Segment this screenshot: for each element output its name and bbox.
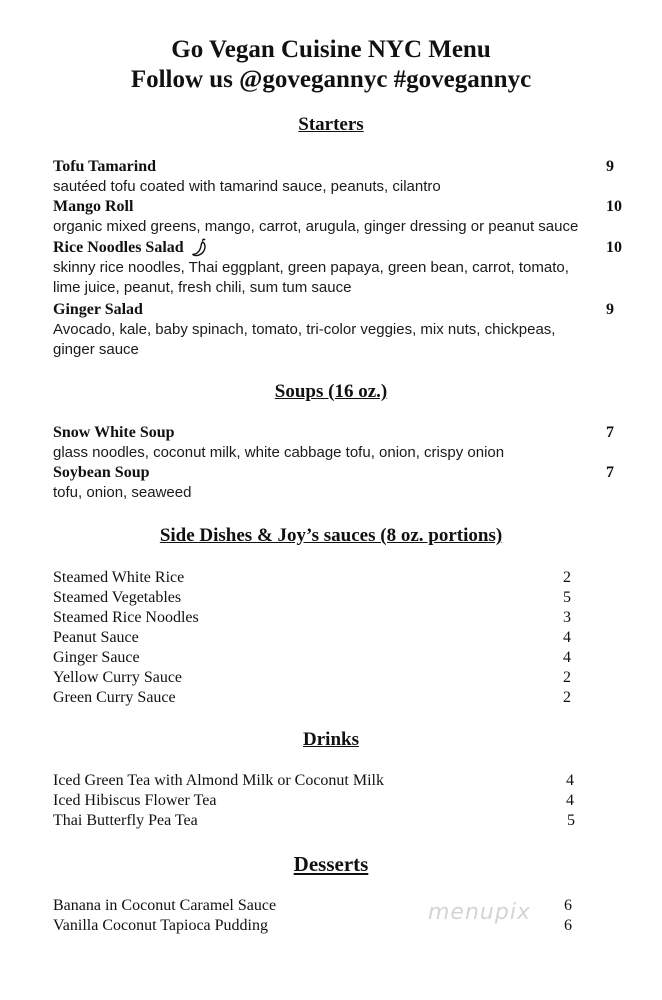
menu-item [53, 608, 613, 628]
item-price: 4 [563, 649, 571, 666]
item-price: 6 [564, 917, 572, 934]
item-price: 2 [563, 569, 571, 586]
item-description: glass noodles, coconut milk, white cabbage tofu, onion, crispy onion [53, 444, 505, 461]
menu-item [53, 423, 633, 463]
soups-heading: Soups (16 oz.) [274, 381, 388, 402]
menu-item [53, 197, 633, 237]
item-description: tofu, onion, seaweed [53, 484, 192, 501]
item-price: 5 [567, 812, 575, 829]
item-name: Yellow Curry Sauce [53, 669, 183, 686]
item-price: 3 [563, 609, 571, 626]
menu-item [53, 588, 613, 608]
item-description: sautéed tofu coated with tamarind sauce, peanuts, cilantro [53, 178, 441, 195]
item-name: Vanilla Coconut Tapioca Pudding [53, 917, 268, 934]
menu-item [53, 463, 633, 503]
chili-pepper-icon [190, 238, 210, 258]
menu-item [53, 648, 613, 668]
item-name: Snow White Soup [53, 424, 175, 441]
item-name: Peanut Sauce [53, 629, 139, 646]
item-name: Thai Butterfly Pea Tea [53, 812, 198, 829]
item-name: Ginger Salad [53, 301, 143, 318]
menu-item [53, 628, 613, 648]
sides-heading: Side Dishes & Joy’s sauces (8 oz. portions) [159, 525, 503, 546]
desserts-heading: Desserts [293, 852, 369, 876]
menu-item [53, 791, 613, 811]
item-price: 6 [564, 897, 572, 914]
item-price: 4 [566, 792, 574, 809]
item-name: Steamed White Rice [53, 569, 185, 586]
item-description: organic mixed greens, mango, carrot, arugula, ginger dressing or peanut sauce [53, 218, 579, 235]
watermark-logo: menupix [428, 900, 531, 925]
item-price: 5 [563, 589, 571, 606]
item-name-row [53, 238, 210, 258]
item-price: 7 [606, 464, 614, 481]
item-name: Iced Hibiscus Flower Tea [53, 792, 217, 809]
item-price: 4 [563, 629, 571, 646]
item-name: Ginger Sauce [53, 649, 140, 666]
item-name: Banana in Coconut Caramel Sauce [53, 897, 277, 914]
item-description: lime juice, peanut, fresh chili, sum tum sauce [53, 279, 352, 296]
item-name: Iced Green Tea with Almond Milk or Coconut Milk [53, 772, 384, 789]
menu-title: Go Vegan Cuisine NYC Menu [171, 36, 491, 63]
menu-item [53, 771, 613, 791]
menu-item [53, 668, 613, 688]
starters-heading: Starters [298, 114, 364, 135]
item-price: 2 [563, 689, 571, 706]
menu-item [53, 238, 633, 298]
item-description: ginger sauce [53, 341, 139, 358]
item-description: Avocado, kale, baby spinach, tomato, tri-color veggies, mix nuts, chickpeas, [53, 321, 556, 338]
menu-item [53, 157, 633, 197]
menu-item [53, 568, 613, 588]
item-price: 2 [563, 669, 571, 686]
item-name: Mango Roll [53, 198, 134, 215]
item-price: 4 [566, 772, 574, 789]
item-price: 10 [606, 198, 622, 215]
menu-item [53, 300, 633, 360]
item-name: Steamed Rice Noodles [53, 609, 199, 626]
menu-item [53, 811, 613, 831]
drinks-heading: Drinks [303, 729, 359, 750]
item-price: 10 [606, 239, 622, 256]
menu-item [53, 688, 613, 708]
item-name: Steamed Vegetables [53, 589, 182, 606]
item-name: Rice Noodles Salad [53, 239, 184, 256]
item-price: 9 [606, 158, 614, 175]
item-description: skinny rice noodles, Thai eggplant, green papaya, green bean, carrot, tomato, [53, 259, 569, 276]
item-name: Tofu Tamarind [53, 158, 157, 175]
item-name: Soybean Soup [53, 464, 150, 481]
item-name: Green Curry Sauce [53, 689, 176, 706]
social-handle: Follow us @govegannyc #govegannyc [130, 66, 532, 93]
item-price: 7 [606, 424, 614, 441]
item-price: 9 [606, 301, 614, 318]
